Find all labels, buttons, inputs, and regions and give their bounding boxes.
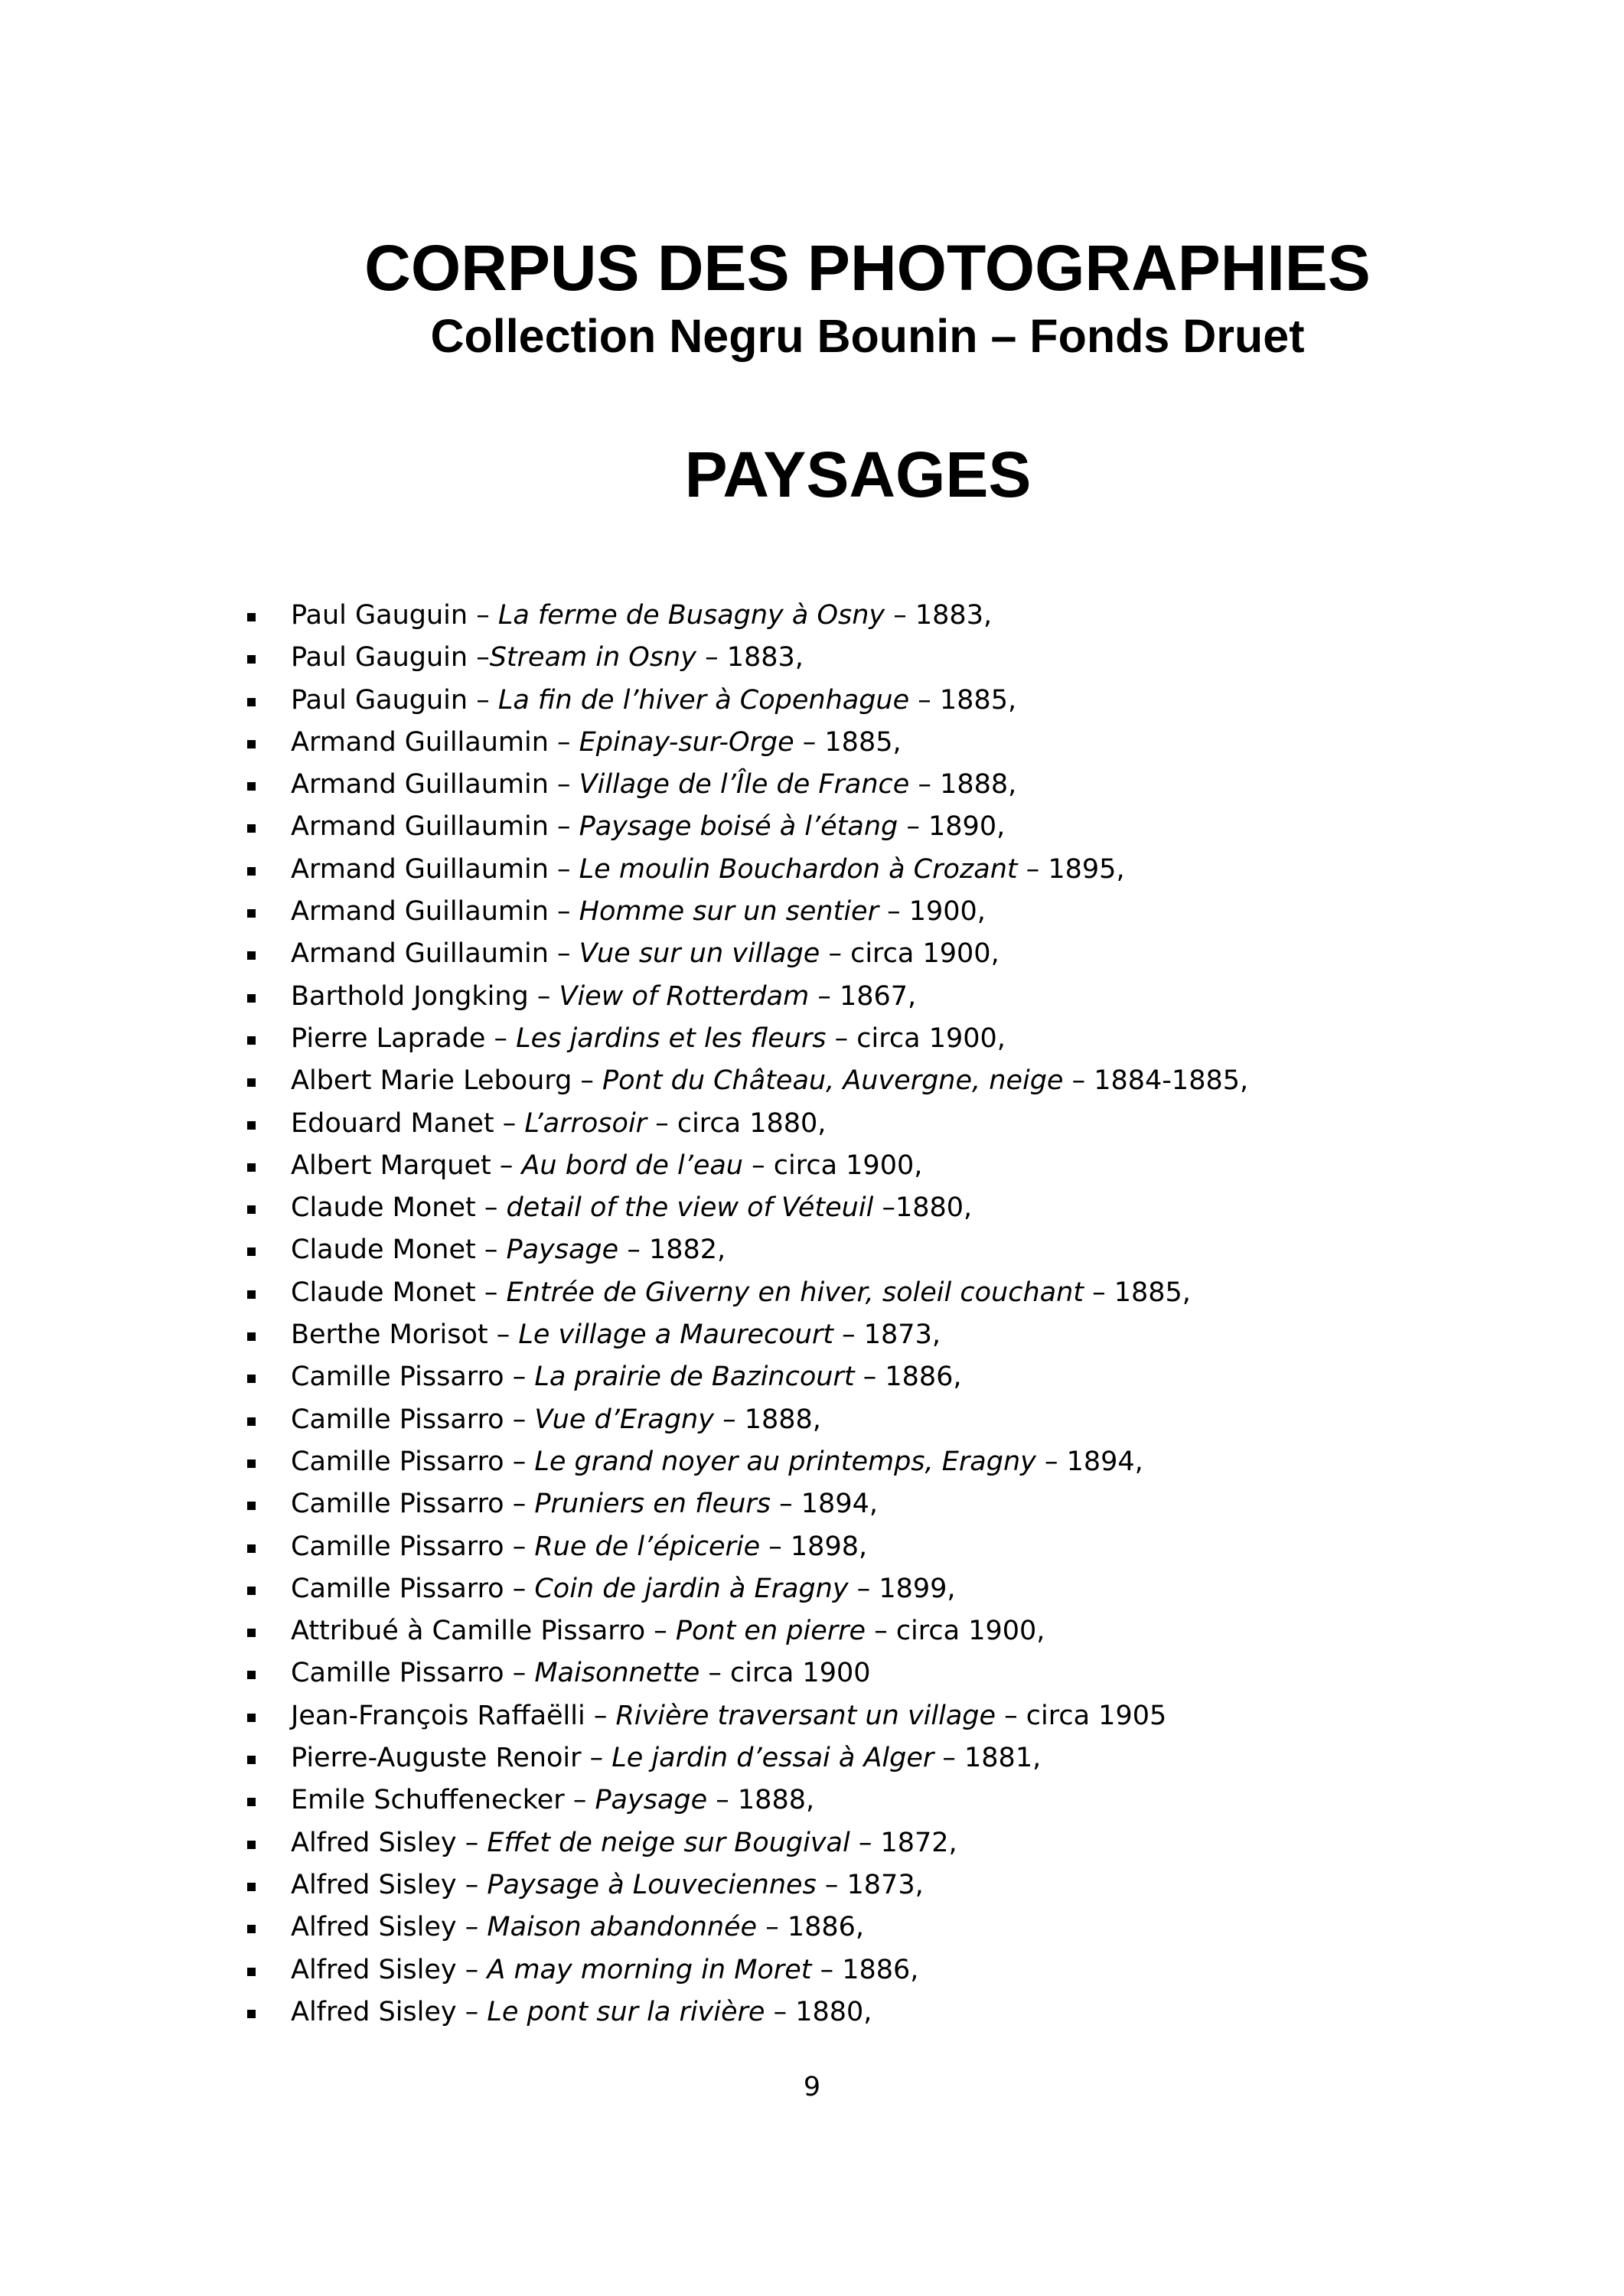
artwork-title: Entrée de Giverny en hiver, soleil couchant bbox=[506, 1277, 1084, 1308]
artwork-title: detail of the view of Véteuil bbox=[506, 1192, 874, 1224]
bullet-square-icon bbox=[247, 740, 256, 748]
artist-name: Camille Pissarro – bbox=[291, 1658, 535, 1689]
artist-name: Alfred Sisley – bbox=[291, 1954, 488, 1985]
artwork-title: Homme sur un sentier bbox=[579, 896, 879, 928]
list-item bbox=[0, 1272, 1248, 1314]
bullet-square-icon bbox=[247, 613, 256, 621]
artwork-date: – circa 1900, bbox=[743, 1150, 923, 1181]
artist-name: Armand Guillaumin – bbox=[291, 726, 579, 758]
artwork-date: – 1894, bbox=[1035, 1446, 1143, 1477]
artwork-title: L’arrosoir bbox=[524, 1107, 647, 1139]
list-item bbox=[0, 637, 1248, 679]
artwork-date: – 1883, bbox=[885, 600, 993, 631]
list-item bbox=[0, 1822, 1248, 1864]
artwork-title: Effet de neige sur Bougival bbox=[487, 1827, 850, 1858]
list-item bbox=[0, 1737, 1248, 1779]
artwork-title: Le grand noyer au printemps, Eragny bbox=[534, 1446, 1036, 1477]
bullet-square-icon bbox=[247, 1502, 256, 1510]
artwork-title: Pruniers en fleurs bbox=[534, 1489, 771, 1520]
artwork-title: Paysage à Louveciennes bbox=[487, 1869, 817, 1900]
artwork-date: – 1888, bbox=[707, 1785, 815, 1816]
bullet-square-icon bbox=[247, 1629, 256, 1637]
artwork-date: – 1883, bbox=[696, 642, 804, 673]
list-item bbox=[0, 806, 1248, 848]
artist-name: Attribué à Camille Pissarro – bbox=[291, 1616, 676, 1647]
list-item bbox=[0, 764, 1248, 806]
list-item bbox=[0, 1526, 1248, 1568]
artwork-date: – 1890, bbox=[898, 811, 1006, 843]
artwork-date: – 1900, bbox=[878, 896, 986, 928]
artwork-title: Vue d’Eragny bbox=[534, 1404, 714, 1435]
artwork-title: Paysage bbox=[506, 1234, 619, 1266]
artist-name: Armand Guillaumin – bbox=[291, 938, 579, 970]
list-item bbox=[0, 1483, 1248, 1525]
artwork-title: Pont en pierre bbox=[675, 1616, 866, 1647]
artwork-date: – 1873, bbox=[816, 1869, 924, 1900]
list-item bbox=[0, 1103, 1248, 1145]
list-item bbox=[0, 1906, 1248, 1949]
bullet-square-icon bbox=[247, 824, 256, 833]
list-item bbox=[0, 1145, 1248, 1187]
document-header bbox=[0, 230, 1624, 366]
artist-name: Albert Marquet – bbox=[291, 1150, 522, 1181]
artwork-title: Le jardin d’essai à Alger bbox=[611, 1743, 934, 1774]
artist-name: Alfred Sisley – bbox=[291, 1827, 488, 1858]
list-item bbox=[0, 1018, 1248, 1060]
bullet-square-icon bbox=[247, 1417, 256, 1426]
bullet-square-icon bbox=[247, 1587, 256, 1595]
artwork-date: – 1888, bbox=[909, 769, 1017, 801]
artwork-title: Maisonnette bbox=[534, 1658, 700, 1689]
artist-name: Camille Pissarro – bbox=[291, 1446, 535, 1477]
artist-name: Camille Pissarro – bbox=[291, 1531, 535, 1562]
artwork-date: – 1872, bbox=[850, 1827, 957, 1858]
list-item bbox=[0, 1399, 1248, 1441]
bullet-square-icon bbox=[247, 698, 256, 706]
artwork-date: – 1880, bbox=[765, 1996, 872, 2027]
list-item bbox=[0, 891, 1248, 933]
bullet-square-icon bbox=[247, 1968, 256, 1976]
list-item bbox=[0, 849, 1248, 891]
bullet-square-icon bbox=[247, 1205, 256, 1214]
artwork-title: Le pont sur la rivière bbox=[487, 1996, 765, 2027]
list-item bbox=[0, 1610, 1248, 1652]
list-item bbox=[0, 1568, 1248, 1610]
artwork-date: – 1873, bbox=[833, 1319, 941, 1351]
artwork-date: – 1886, bbox=[757, 1912, 865, 1943]
artist-name: Camille Pissarro – bbox=[291, 1362, 535, 1393]
artist-name: Pierre-Auguste Renoir – bbox=[291, 1743, 612, 1774]
artist-name: Camille Pissarro – bbox=[291, 1489, 535, 1520]
artwork-date: –1880, bbox=[873, 1192, 973, 1224]
artist-name: Claude Monet – bbox=[291, 1192, 507, 1224]
artwork-date: – 1899, bbox=[848, 1573, 956, 1604]
artwork-date: – 1884-1885, bbox=[1063, 1065, 1249, 1097]
list-item bbox=[0, 1695, 1248, 1737]
artist-name: Camille Pissarro – bbox=[291, 1404, 535, 1435]
bullet-square-icon bbox=[247, 994, 256, 1003]
artwork-date: – circa 1900, bbox=[820, 938, 1000, 970]
artist-name: Barthold Jongking – bbox=[291, 980, 559, 1012]
bullet-square-icon bbox=[247, 782, 256, 791]
bullet-square-icon bbox=[247, 1247, 256, 1256]
list-item bbox=[0, 1652, 1248, 1694]
bullet-square-icon bbox=[247, 1375, 256, 1383]
list-item bbox=[0, 1060, 1248, 1102]
artwork-date: – 1881, bbox=[934, 1743, 1042, 1774]
artwork-date: – 1882, bbox=[618, 1234, 726, 1266]
artwork-title: Vue sur un village bbox=[579, 938, 820, 970]
artwork-title: View of Rotterdam bbox=[559, 980, 810, 1012]
artist-name: Paul Gauguin – bbox=[291, 684, 498, 716]
bullet-square-icon bbox=[247, 1841, 256, 1849]
list-item bbox=[0, 933, 1248, 975]
artist-name: Camille Pissarro – bbox=[291, 1573, 535, 1604]
list-item bbox=[0, 1779, 1248, 1821]
artwork-title: La ferme de Busagny à Osny bbox=[497, 600, 885, 631]
list-item bbox=[0, 1229, 1248, 1271]
page-title: CORPUS DES PHOTOGRAPHIES bbox=[364, 232, 1371, 304]
artist-name: Alfred Sisley – bbox=[291, 1869, 488, 1900]
artwork-date: – circa 1880, bbox=[647, 1107, 827, 1139]
artist-name: Paul Gauguin – bbox=[291, 642, 490, 673]
page-number: 9 bbox=[803, 2072, 821, 2102]
artist-name: Armand Guillaumin – bbox=[291, 896, 579, 928]
artist-name: Claude Monet – bbox=[291, 1234, 507, 1266]
list-item bbox=[0, 1991, 1248, 2033]
list-item bbox=[0, 595, 1248, 637]
artwork-title: Le village a Maurecourt bbox=[518, 1319, 834, 1351]
artist-name: Alfred Sisley – bbox=[291, 1996, 488, 2027]
bullet-square-icon bbox=[247, 1756, 256, 1764]
artist-name: Jean-François Raffaëlli – bbox=[291, 1700, 616, 1731]
bullet-square-icon bbox=[247, 1036, 256, 1045]
bullet-square-icon bbox=[247, 1925, 256, 1933]
artwork-date: – circa 1900, bbox=[826, 1022, 1006, 1054]
artwork-date: – circa 1900, bbox=[866, 1616, 1045, 1647]
artwork-date: – 1885, bbox=[1083, 1277, 1191, 1308]
artist-name: Armand Guillaumin – bbox=[291, 769, 579, 801]
artwork-title: Les jardins et les fleurs bbox=[516, 1022, 827, 1054]
list-item bbox=[0, 722, 1248, 764]
artwork-date: – 1886, bbox=[811, 1954, 919, 1985]
artist-name: Pierre Laprade – bbox=[291, 1022, 517, 1054]
bullet-square-icon bbox=[247, 2010, 256, 2018]
artwork-date: – 1888, bbox=[713, 1404, 821, 1435]
artwork-title: La fin de l’hiver à Copenhague bbox=[497, 684, 910, 716]
bullet-square-icon bbox=[247, 1163, 256, 1172]
bullet-square-icon bbox=[247, 1544, 256, 1553]
bullet-square-icon bbox=[247, 1459, 256, 1468]
artwork-date: – 1886, bbox=[854, 1362, 962, 1393]
artwork-title: Rivière traversant un village bbox=[615, 1700, 996, 1731]
artwork-date: – 1885, bbox=[794, 726, 902, 758]
artwork-date: – circa 1900 bbox=[699, 1658, 871, 1689]
artwork-title: Au bord de l’eau bbox=[521, 1150, 743, 1181]
artwork-title: Paysage bbox=[595, 1785, 708, 1816]
bullet-square-icon bbox=[247, 1290, 256, 1299]
artwork-date: – 1894, bbox=[771, 1489, 878, 1520]
artwork-title: Stream in Osny bbox=[489, 642, 696, 673]
artwork-date: – 1867, bbox=[809, 980, 917, 1012]
bullet-square-icon bbox=[247, 909, 256, 918]
artwork-title: Village de l’Île de France bbox=[579, 769, 910, 801]
artwork-title: A may morning in Moret bbox=[487, 1954, 812, 1985]
list-item bbox=[0, 1356, 1248, 1398]
artwork-title: Pont du Château, Auvergne, neige bbox=[602, 1065, 1064, 1097]
list-item bbox=[0, 976, 1248, 1018]
list-item bbox=[0, 1864, 1248, 1906]
bullet-square-icon bbox=[247, 1714, 256, 1722]
artist-name: Emile Schuffenecker – bbox=[291, 1785, 595, 1816]
bullet-square-icon bbox=[247, 655, 256, 664]
artist-name: Edouard Manet – bbox=[291, 1107, 525, 1139]
artist-name: Albert Marie Lebourg – bbox=[291, 1065, 603, 1097]
artwork-title: Maison abandonnée bbox=[487, 1912, 758, 1943]
list-item bbox=[0, 1314, 1248, 1356]
list-item bbox=[0, 1441, 1248, 1483]
artwork-date: – circa 1905 bbox=[996, 1700, 1167, 1731]
bullet-square-icon bbox=[247, 867, 256, 876]
bullet-square-icon bbox=[247, 1332, 256, 1341]
artwork-title: Paysage boisé à l’étang bbox=[579, 811, 898, 843]
page-subtitle: Collection Negru Bounin – Fonds Druet bbox=[430, 310, 1305, 362]
artist-name: Claude Monet – bbox=[291, 1277, 507, 1308]
artist-name: Alfred Sisley – bbox=[291, 1912, 488, 1943]
artwork-title: Epinay-sur-Orge bbox=[579, 726, 794, 758]
artwork-title: Coin de jardin à Eragny bbox=[534, 1573, 849, 1604]
photograph-list bbox=[0, 595, 1248, 2033]
artwork-title: Rue de l’épicerie bbox=[534, 1531, 761, 1562]
bullet-square-icon bbox=[247, 1883, 256, 1891]
artwork-date: – 1885, bbox=[909, 684, 1017, 716]
list-item bbox=[0, 680, 1248, 722]
artwork-date: – 1898, bbox=[760, 1531, 868, 1562]
list-item bbox=[0, 1949, 1248, 1991]
bullet-square-icon bbox=[247, 951, 256, 960]
artist-name: Armand Guillaumin – bbox=[291, 811, 579, 843]
bullet-square-icon bbox=[247, 1121, 256, 1130]
bullet-square-icon bbox=[247, 1078, 256, 1087]
artist-name: Berthe Morisot – bbox=[291, 1319, 519, 1351]
list-item bbox=[0, 1187, 1248, 1229]
artist-name: Armand Guillaumin – bbox=[291, 853, 579, 885]
artwork-title: Le moulin Bouchardon à Crozant bbox=[579, 853, 1018, 885]
section-title: PAYSAGES bbox=[684, 439, 1032, 510]
artwork-title: La prairie de Bazincourt bbox=[534, 1362, 855, 1393]
artist-name: Paul Gauguin – bbox=[291, 600, 498, 631]
bullet-square-icon bbox=[247, 1671, 256, 1679]
bullet-square-icon bbox=[247, 1798, 256, 1806]
artwork-date: – 1895, bbox=[1017, 853, 1125, 885]
